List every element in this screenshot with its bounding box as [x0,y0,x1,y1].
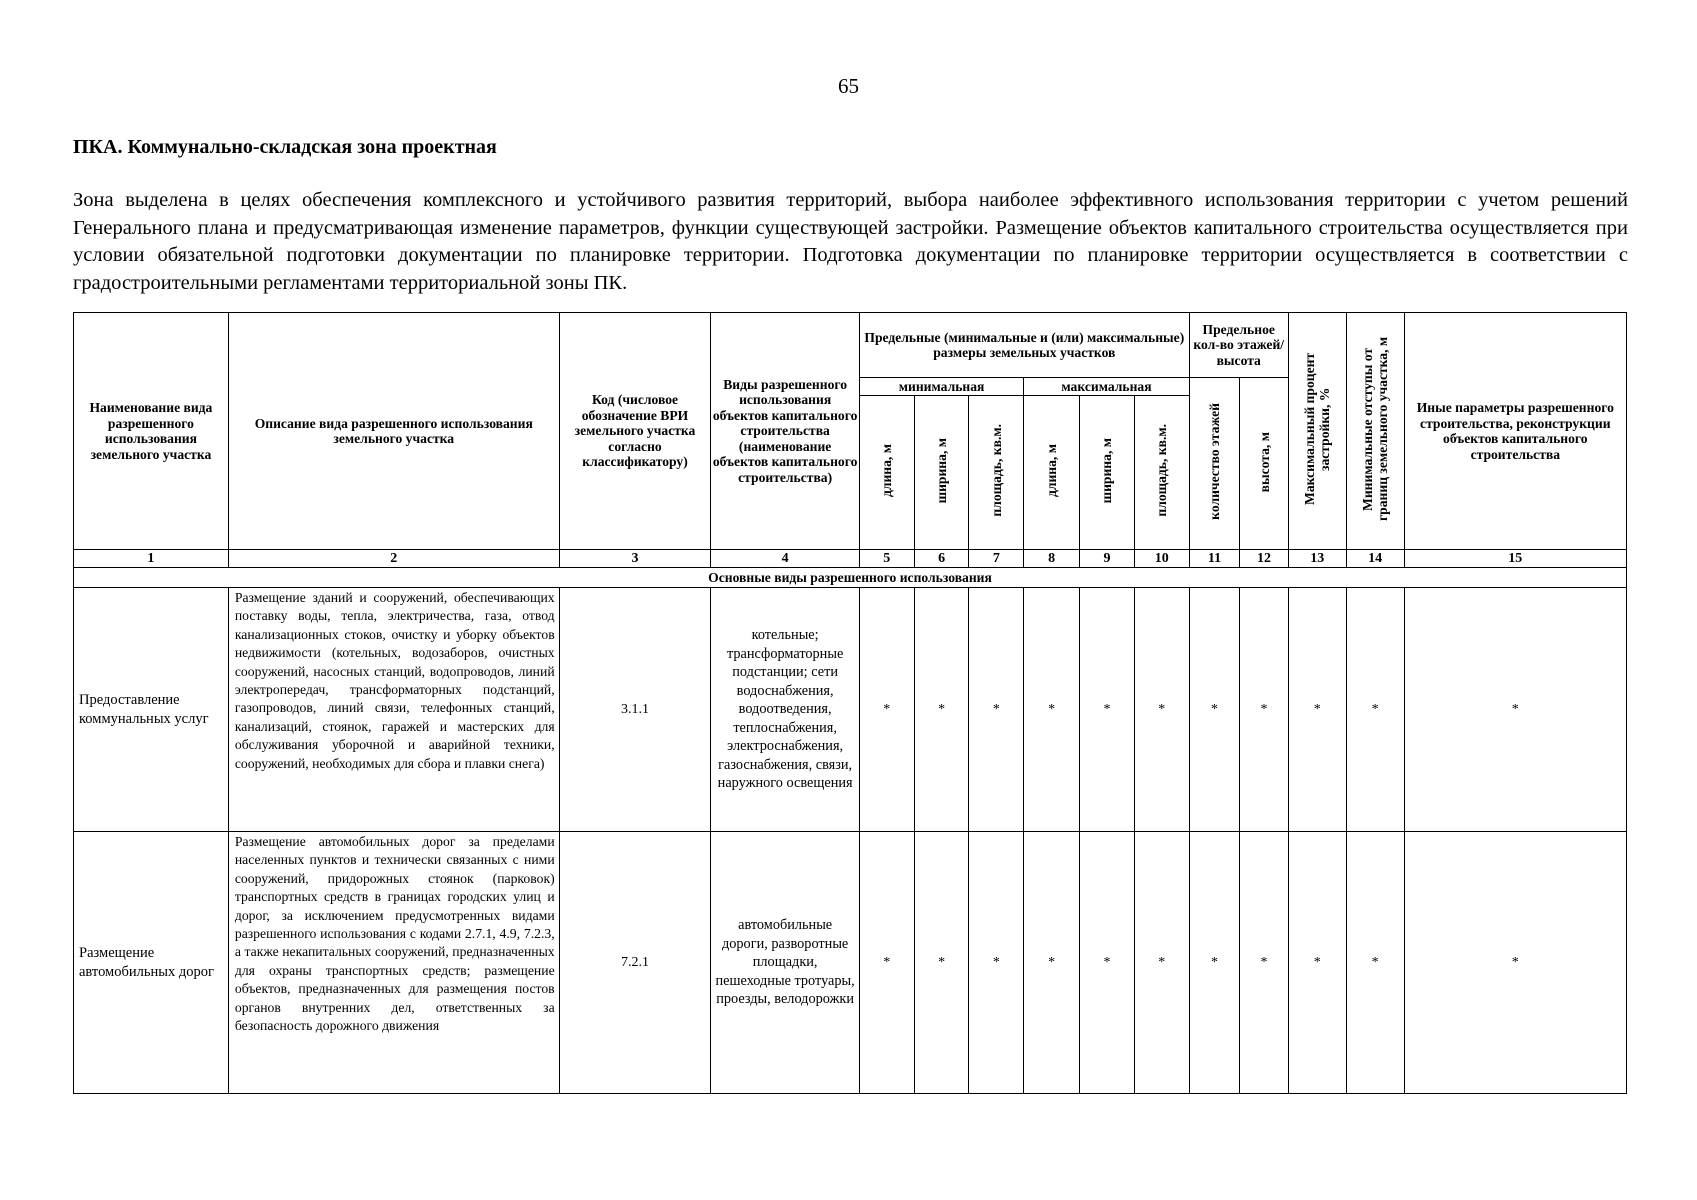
header-plot-sizes: Предельные (минимальные и (или) максимальные) размеры земельных участков [859,313,1189,378]
floors-count-value: * [1189,832,1240,1094]
header-other-params: Иные параметры разрешенного строительства, реконструкции объектов капитального строительства [1404,313,1626,550]
min-length-value: * [859,832,914,1094]
column-number: 9 [1080,550,1135,568]
section-title: ПКА. Коммунально-складская зона проектная [73,136,497,158]
min-length-value: * [859,588,914,832]
column-number: 3 [559,550,711,568]
header-min-width: ширина, м [914,396,969,550]
header-max-length: длина, м [1024,396,1080,550]
row-code: 3.1.1 [559,588,711,832]
column-number: 8 [1024,550,1080,568]
row-description: Размещение зданий и сооружений, обеспечивающих поставку воды, тепла, электричества, газа, отвод канализационных стоков, очистку и уборку объектов недвижимости (котельных, водозаборов, очистных сооружений, насосных станций, водопроводов, линий электропередач, трансформаторных подстанций, газопроводов, линий связи, телефонных станций, канализаций, стоянок, гаражей и мастерских для обслуживания уборочной и аварийной техники, сооружений, необходимых для сбора и плавки снега) [228,588,559,832]
column-number: 7 [969,550,1024,568]
row-name: Размещение автомобильных дорог [74,832,229,1094]
column-number: 13 [1288,550,1346,568]
header-name: Наименование вида разрешенного использования земельного участка [74,313,229,550]
table-row [74,832,1627,1094]
header-height: высота, м [1240,378,1288,550]
header-max-width: ширина, м [1080,396,1135,550]
min-width-value: * [914,588,969,832]
header-min-length: длина, м [859,396,914,550]
column-number: 12 [1240,550,1288,568]
group-title: Основные виды разрешенного использования [74,568,1627,588]
other-params-value: * [1404,832,1626,1094]
min-setbacks-value: * [1346,832,1404,1094]
column-number: 15 [1404,550,1626,568]
row-kinds: автомобильные дороги, разворотные площадки, пешеходные тротуары, проезды, велодорожки [711,832,860,1094]
column-number: 5 [859,550,914,568]
column-number: 14 [1346,550,1404,568]
row-name: Предоставление коммунальных услуг [74,588,229,832]
min-area-value: * [969,588,1024,832]
max-coverage-value: * [1288,588,1346,832]
row-description: Размещение автомобильных дорог за пределами населенных пунктов и технически связанных с ними сооружений, придорожных стоянок (парковок) транспортных средств в границах городских улиц и дорог, за исключением предусмотренных видами разрешенного использования с кодами 2.7.1, 4.9, 7.2.3, а также некапитальных сооружений, предназначенных для охраны транспортных средств; размещение объектов, предназначенных для размещения постов органов внутренних дел, ответственных за безопасность дорожного движения [228,832,559,1094]
header-floors-count: количество этажей [1189,378,1240,550]
header-max-area: площадь, кв.м. [1134,396,1189,550]
header-min-setbacks: Минимальные отступы от границ земельного участка, м [1346,313,1404,550]
header-floors-height: Предельное кол-во этажей/ высота [1189,313,1288,378]
max-width-value: * [1080,832,1135,1094]
height-value: * [1240,832,1288,1094]
header-description: Описание вида разрешенного использования земельного участка [228,313,559,550]
column-number: 11 [1189,550,1240,568]
header-kinds: Виды разрешенного использования объектов капитального строительства (наименование объектов капитального строительства) [711,313,860,550]
min-area-value: * [969,832,1024,1094]
row-code: 7.2.1 [559,832,711,1094]
column-number: 10 [1134,550,1189,568]
max-length-value: * [1024,832,1080,1094]
header-min-area: площадь, кв.м. [969,396,1024,550]
header-max-coverage: Максимальный процент застройки, % [1288,313,1346,550]
zone-regulations-table [73,312,1627,1094]
max-coverage-value: * [1288,832,1346,1094]
max-area-value: * [1134,832,1189,1094]
column-number: 4 [711,550,860,568]
height-value: * [1240,588,1288,832]
floors-count-value: * [1189,588,1240,832]
other-params-value: * [1404,588,1626,832]
header-maximum: максимальная [1024,378,1189,396]
max-width-value: * [1080,588,1135,832]
min-width-value: * [914,832,969,1094]
min-setbacks-value: * [1346,588,1404,832]
intro-paragraph: Зона выделена в целях обеспечения комплексного и устойчивого развития территорий, выбора наиболее эффективного использования территории с учетом решений Генерального плана и предусматривающая изменение параметров, функции существующей застройки. Размещение объектов капитального строительства осуществляется при условии обязательной подготовки документации по планировке территории. Подготовка документации по планировке территории осуществляется в соответствии с градостроительными регламентами территориальной зоны ПК. [73,189,1628,294]
column-number: 6 [914,550,969,568]
header-code: Код (числовое обозначение ВРИ земельного участка согласно классификатору) [559,313,711,550]
max-length-value: * [1024,588,1080,832]
table-row [74,588,1627,832]
row-kinds: котельные; трансформаторные подстанции; сети водоснабжения, водоотведения, теплоснабжения, электроснабжения, газоснабжения, связи, наружного освещения [711,588,860,832]
column-numbers-row [74,550,1627,568]
max-area-value: * [1134,588,1189,832]
page-number: 65 [838,74,859,98]
column-number: 1 [74,550,229,568]
header-minimum: минимальная [859,378,1023,396]
column-number: 2 [228,550,559,568]
